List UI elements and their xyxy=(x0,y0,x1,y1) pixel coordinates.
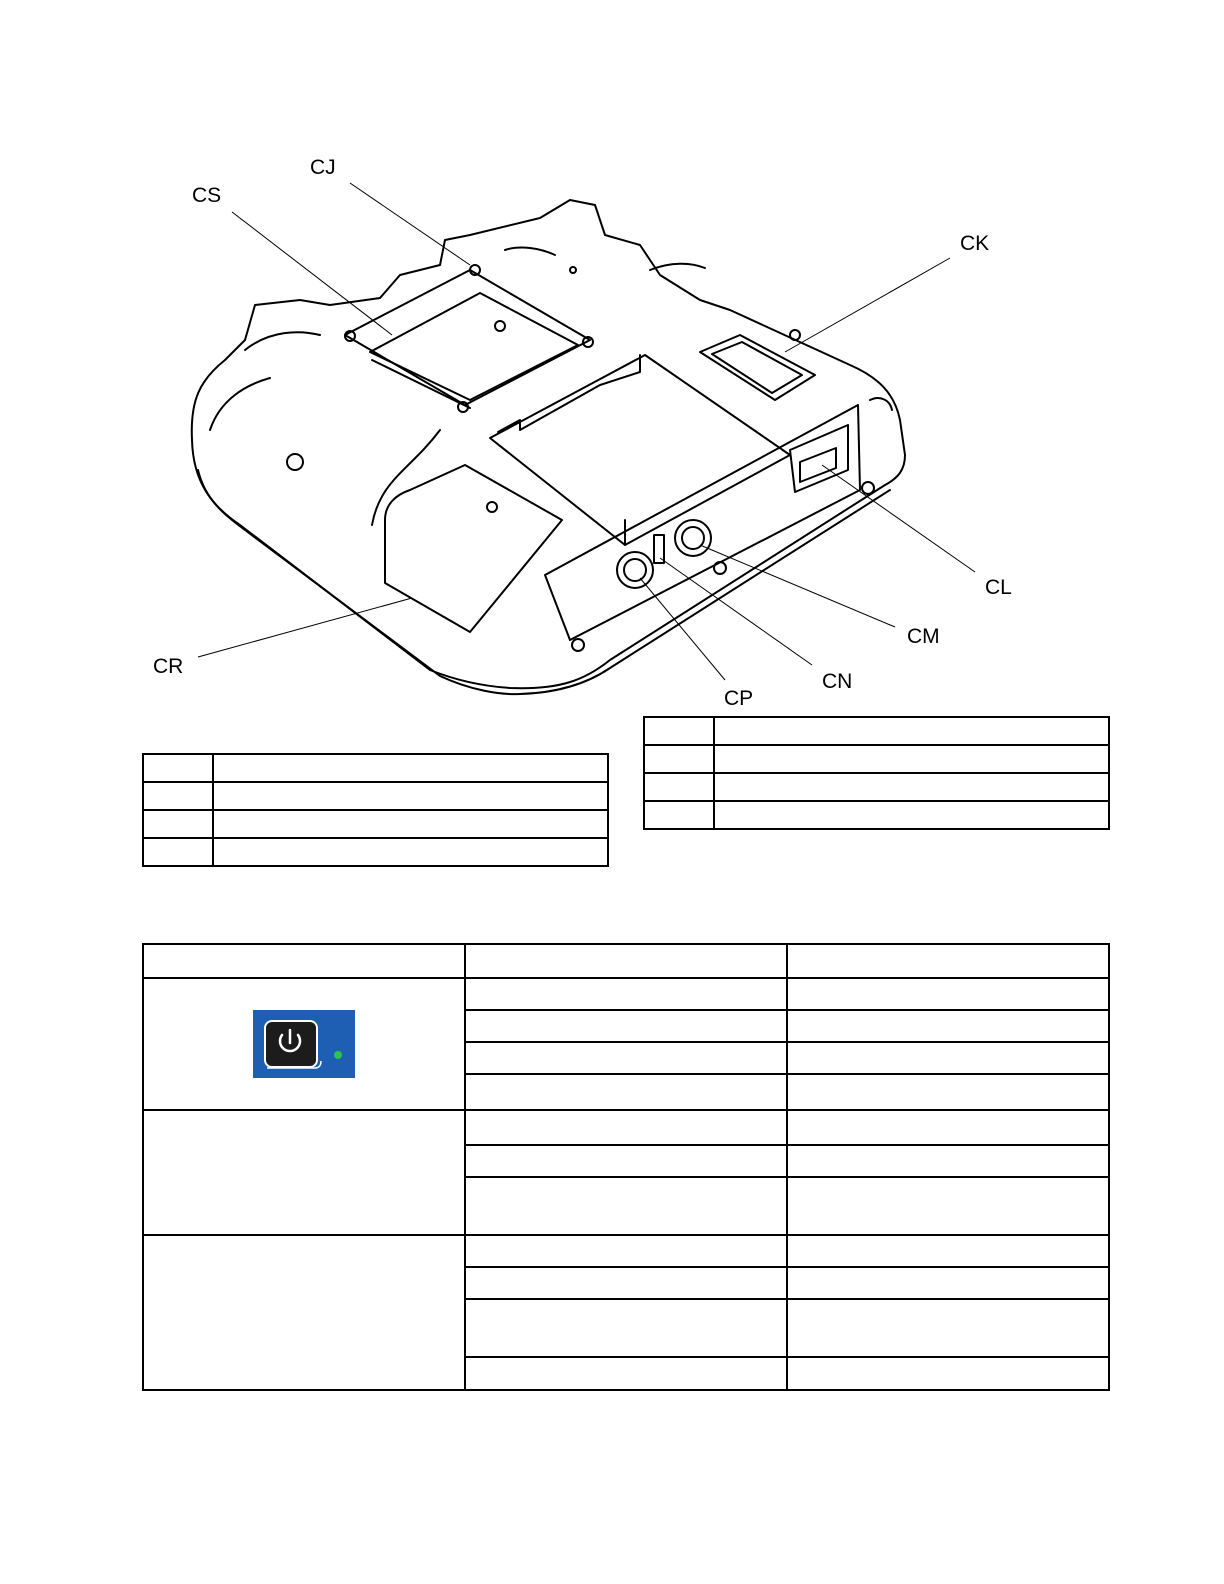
leader-cp xyxy=(640,578,725,680)
legend-table-right xyxy=(643,716,1110,830)
table-row xyxy=(143,838,608,866)
leader-cj xyxy=(350,183,470,265)
leader-ck xyxy=(785,258,950,352)
callout-cs: CS xyxy=(192,184,222,207)
power-icon-cell xyxy=(143,978,465,1110)
leader-cr xyxy=(198,598,412,657)
callout-cj: CJ xyxy=(310,156,336,179)
callout-cn: CN xyxy=(822,670,853,693)
device-bottom-diagram xyxy=(0,0,1224,720)
top-cover-plate xyxy=(370,293,578,400)
connector-cm xyxy=(675,520,711,556)
table-row xyxy=(644,717,1109,745)
power-button-icon xyxy=(253,1010,355,1078)
table-row xyxy=(644,773,1109,801)
battery-recess xyxy=(490,355,790,545)
table-row xyxy=(143,782,608,810)
legend-table-left xyxy=(142,753,609,867)
housing-lower-rim xyxy=(198,470,890,694)
top-recess xyxy=(345,270,590,405)
table-row xyxy=(644,801,1109,829)
table-row xyxy=(143,978,1109,1010)
callout-cp: CP xyxy=(724,687,754,710)
table-header-row xyxy=(143,944,1109,978)
table-row xyxy=(143,1110,1109,1145)
table-row xyxy=(143,1235,1109,1267)
leader-cm xyxy=(700,545,895,627)
table-row xyxy=(644,745,1109,773)
callout-ck: CK xyxy=(960,232,990,255)
leader-cs xyxy=(232,212,392,335)
connector-cp xyxy=(617,552,653,588)
callout-cl: CL xyxy=(985,576,1012,599)
callout-cm: CM xyxy=(907,625,940,648)
status-table xyxy=(142,943,1110,1391)
table-row xyxy=(143,810,608,838)
housing-outline xyxy=(192,200,905,688)
table-row xyxy=(143,754,608,782)
callout-cr: CR xyxy=(153,655,184,678)
lower-left-cover xyxy=(385,465,562,632)
status-led xyxy=(334,1051,342,1059)
leader-cn xyxy=(660,558,812,665)
